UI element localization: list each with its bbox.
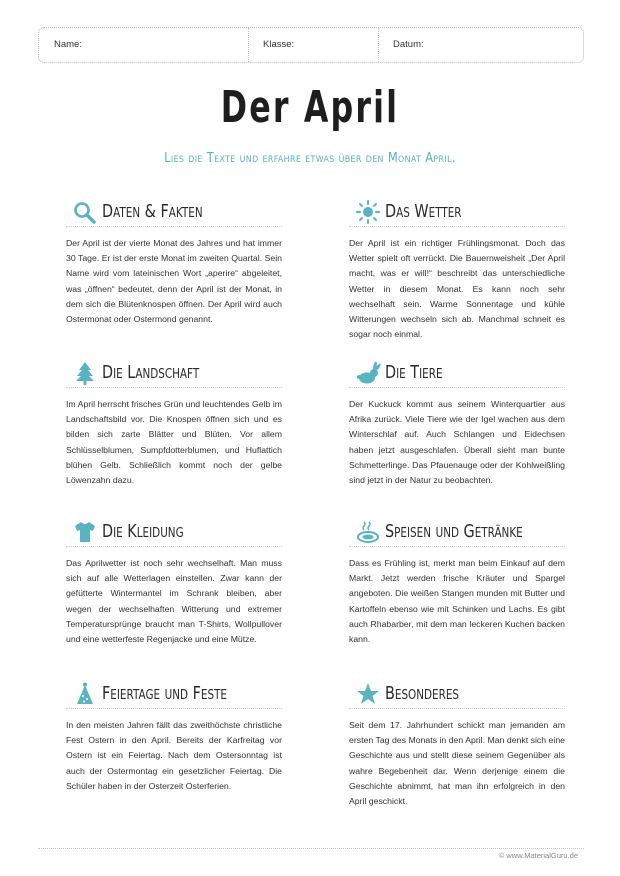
section-text: Der April ist der vierte Monat des Jahres und hat immer 30 Tage. Er ist der erste Monat im zweiten Quartal. Sein Name wird vom lateinischen Wort „aperire“ abgeleitet, was „öffnen“ bedeutet, denn der April ist der Monat, in dem sich die Blütenknospen öffnen. Der April wird auch Ostermonat oder Ostermond genannt. [66,238,282,325]
header-divider [248,28,249,62]
section-daten-fakten [66,198,282,327]
section-header [66,518,282,547]
section-die-landschaft [66,359,282,488]
section-title: Die Kleidung [102,521,184,542]
header-divider [378,28,379,62]
section-feiertage-feste [66,680,282,794]
section-title: Die Tiere [385,362,443,383]
footer-copyright: © www.MaterialGuru.de [498,851,578,860]
section-header [349,359,565,388]
section-text: Dass es Frühling ist, merkt man beim Einkauf auf dem Markt. Jetzt werden frische Kräuter und Spargel angeboten. Die weißen Stangen munden mit Butter und Kartoffeln ebenso wie mit Schinken und Lachs. Es gibt auch Rhabarber, mit dem man leckeren Kuchen backen kann. [349,558,565,645]
page-title: Der April [220,82,400,133]
section-das-wetter [349,198,565,342]
section-header [349,518,565,547]
name-label: Name: [54,39,82,50]
section-title: Die Landschaft [102,362,200,383]
section-title: Feiertage und Feste [102,683,228,704]
section-die-tiere [349,359,565,488]
section-text: Das Aprilwetter ist noch sehr wechselhaft. Man muss sich auf alle Wetterlagen einstellen. Zwar kann der gefütterte Wintermantel im Schrank bleiben, aber wegen der wechselhaften Witterung und extremer Temperatursprünge braucht man T-Shirts, Wollpullover und eine wetterfeste Regenjacke und eine Mütze. [66,558,282,645]
section-speisen-getraenke [349,518,565,647]
section-text: Der April ist ein richtiger Frühlingsmonat. Doch das Wetter spielt oft verrückt. Die Bauernweisheit „Der April macht, was er will!“ beschreibt das unterschiedliche Wetter in diesem Monat. Es kann noch sehr wechselhaft sein. Warme Sonnentage und kühle Witterungen wechseln sich ab. Manchmal schneit es sogar noch einmal. [349,238,565,340]
section-text: Im April herrscht frisches Grün und leuchtendes Gelb im Landschaftsbild vor. Die Knospen öffnen sich und es bilden sich zarte Blätter und Blüten. Vor allem Schlüsselblumen, Sumpfdotterblumen, und Huflattich blühen Gelb. Schließlich kommt noch der gelbe Löwenzahn dazu. [66,399,282,486]
section-text: Der Kuckuck kommt aus seinem Winterquartier aus Afrika zurück. Viele Tiere wie der Igel wachen aus dem Winterschlaf auf. Auch Schlangen und Eidechsen haben jetzt ausgeschlafen. Überall sieht man bunte Schmetterlinge. Das Pfauenauge oder der Kohlweißling sind jetzt in der Natur zu beobachten. [349,399,565,486]
section-title: Speisen und Getränke [385,521,523,542]
section-besonderes [349,680,565,809]
tree-icon [72,361,98,385]
rabbit-icon [355,361,381,385]
class-label: Klasse: [263,39,295,50]
section-text: Seit dem 17. Jahrhundert schickt man jemanden am ersten Tag des Monats in den April. Man denkt sich eine Geschichte aus und stellt diese seinem Gegenüber als wahre Begebenheit dar. Wenn derjenige einem die Geschichte abnimmt, hat man ihn erfolgreich in den April geschickt. [349,720,565,807]
page-subtitle: Lies die Texte und erfahre etwas über den Monat April. [164,151,456,166]
sun-icon [355,200,381,224]
section-die-kleidung [66,518,282,647]
section-header [349,198,565,227]
section-header [66,359,282,388]
section-header [66,680,282,709]
date-label: Datum: [393,39,424,50]
section-title: Besonderes [385,683,459,704]
dish-icon [355,520,381,544]
footer-divider [38,848,584,849]
magnifier-icon [72,200,98,224]
student-info-box [38,27,584,63]
section-header [66,198,282,227]
tshirt-icon [72,520,98,544]
section-title: Das Wetter [385,201,462,222]
party-hat-icon [72,682,98,706]
section-title: Daten & Fakten [102,201,203,222]
section-header [349,680,565,709]
section-text: In den meisten Jahren fällt das zweithöchste christliche Fest Ostern in den April. Bereits der Karfreitag vor Ostern ist ein Feiertag. Nach dem Ostersonntag ist auch der Ostermontag ein gesetzlicher Feiertag. Die Schüler haben in der Osterzeit Osterferien. [66,720,282,791]
star-icon [355,682,381,706]
